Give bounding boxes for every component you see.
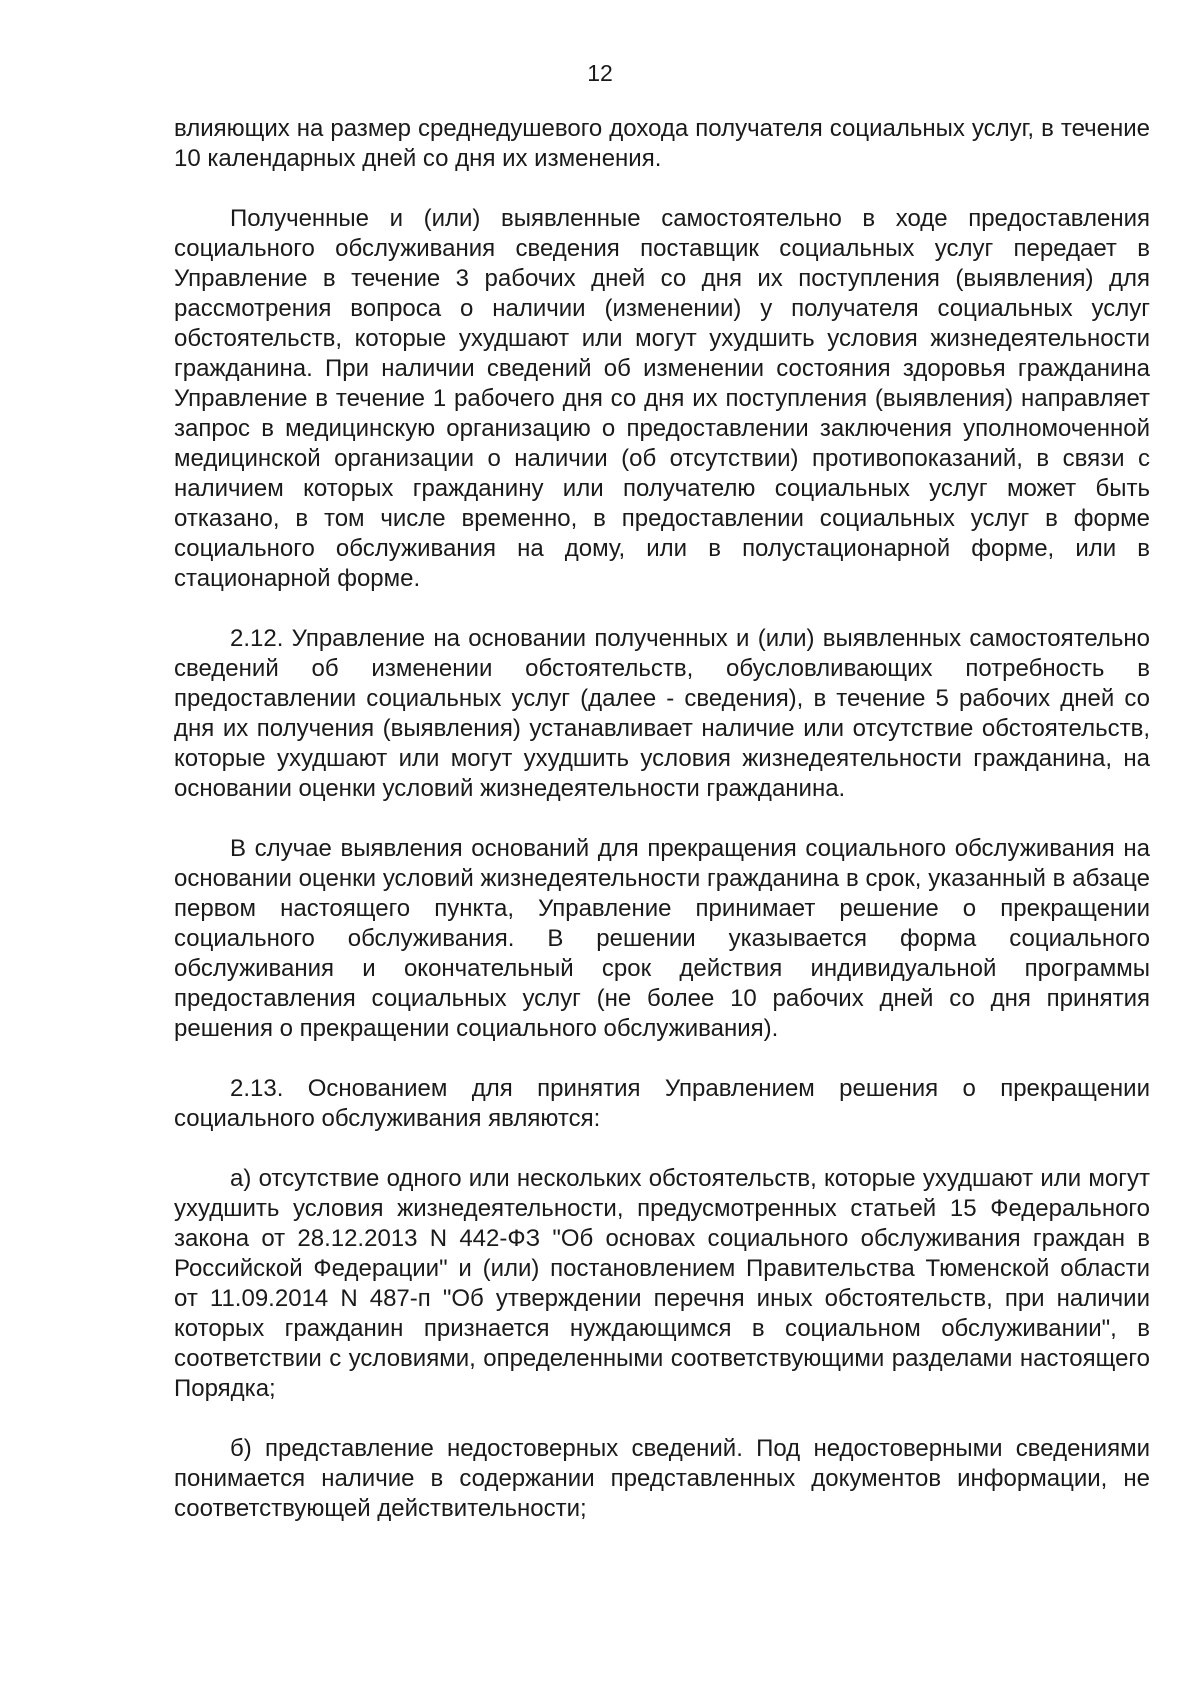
paragraph-2-13: 2.13. Основанием для принятия Управлением решения о прекращении социального обслуживания являются: [174, 1075, 1150, 1132]
paragraph-item-b: б) представление недостоверных сведений. Под недостоверными сведениями понимается наличие в содержании представленных документов информации, не соответствующей действительности; [174, 1435, 1150, 1522]
paragraph-item-a: а) отсутствие одного или нескольких обстоятельств, которые ухудшают или могут ухудшить условия жизнедеятельности, предусмотренных статьей 15 Федерального закона от 28.12.2013 N 442-ФЗ "Об основах социального обслуживания граждан в Российской Федерации" и (или) постановлением Правительства Тюменской области от 11.09.2014 N 487-п "Об утверждении перечня иных обстоятельств, при наличии которых гражданин признается нуждающимся в социальном обслуживании", в соответствии с условиями, определенными соответствующими разделами настоящего Порядка; [174, 1165, 1150, 1402]
paragraph-termination-grounds: В случае выявления оснований для прекращения социального обслуживания на основании оценки условий жизнедеятельности гражданина в срок, указанный в абзаце первом настоящего пункта, Управление принимает решение о прекращении социального обслуживания. В решении указывается форма социального обслуживания и окончательный срок действия индивидуальной программы предоставления социальных услуг (не более 10 рабочих дней со дня принятия решения о прекращении социального обслуживания). [174, 835, 1150, 1042]
page-number: 12 [587, 60, 613, 86]
paragraph-2-12: 2.12. Управление на основании полученных и (или) выявленных самостоятельно сведений об изменении обстоятельств, обусловливающих потребность в предоставлении социальных услуг (далее - сведения), в течение 5 рабочих дней со дня их получения (выявления) устанавливает наличие или отсутствие обстоятельств, которые ухудшают или могут ухудшить условия жизнедеятельности гражданина, на основании оценки условий жизнедеятельности гражданина. [174, 625, 1150, 802]
paragraph-received-info: Полученные и (или) выявленные самостоятельно в ходе предоставления социального обслуживания сведения поставщик социальных услуг передает в Управление в течение 3 рабочих дней со дня их поступления (выявления) для рассмотрения вопроса о наличии (изменении) у получателя социальных услуг обстоятельств, которые ухудшают или могут ухудшить условия жизнедеятельности гражданина. При наличии сведений об изменении состояния здоровья гражданина Управление в течение 1 рабочего дня со дня их поступления (выявления) направляет запрос в медицинскую организацию о предоставлении заключения уполномоченной медицинской организации о наличии (об отсутствии) противопоказаний, в связи с наличием которых гражданину или получателю социальных услуг может быть отказано, в том числе временно, в предоставлении социальных услуг в форме социального обслуживания на дому, или в полустационарной форме, или в стационарной форме. [174, 205, 1150, 592]
document-body [174, 114, 1150, 1524]
paragraph-continuation: влияющих на размер среднедушевого дохода получателя социальных услуг, в течение 10 календарных дней со дня их изменения. [174, 115, 1150, 172]
